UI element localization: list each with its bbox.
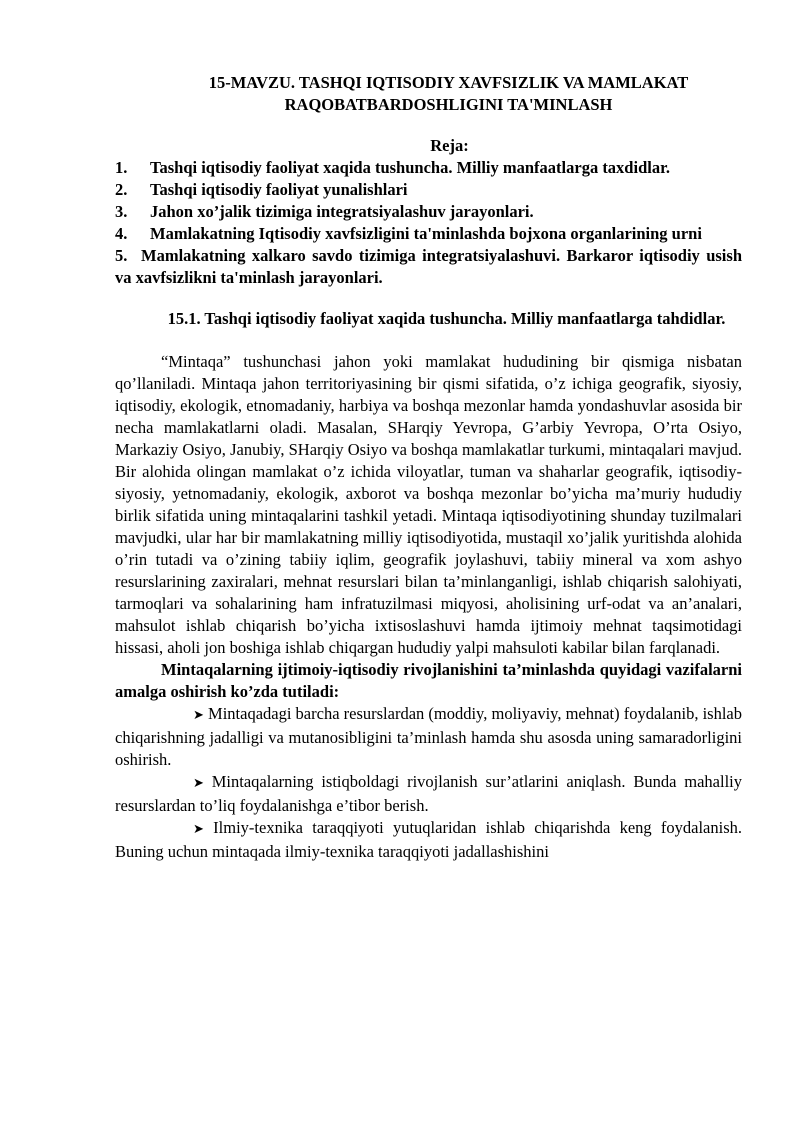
plan-heading: Reja:: [430, 136, 469, 155]
plan-item-text: Tashqi iqtisodiy faoliyat yunalishlari: [150, 180, 408, 199]
plan-list: [115, 157, 742, 289]
plan-item-number: 3.: [115, 202, 128, 221]
document-title: 15-MAVZU. TASHQI IQTISODIY XAVFSIZLIK VA MAMLAKAT RAQOBATBARDOSHLIGINI TA'MINLASH: [208, 73, 689, 114]
plan-item: [115, 223, 742, 245]
plan-item: [115, 179, 742, 201]
plan-item-number: 1.: [115, 158, 128, 177]
plan-item-number: 2.: [115, 180, 128, 199]
bullet-paragraph: [115, 817, 742, 863]
document-page: [115, 72, 742, 863]
plan-item: [115, 157, 742, 179]
bullet-text: Mintaqalarning istiqboldagi rivojlanish sur’atlarini aniqlash. Bunda mahalliy resurslardan to’liq foydalanishga e’tibor berish.: [115, 772, 743, 815]
plan-item-text: Mamlakatning Iqtisodiy xavfsizligini ta'minlashda bojxona organlarining urni: [150, 224, 702, 243]
bullet-text: Ilmiy-texnika taraqqiyoti yutuqlaridan ishlab chiqarishda keng foydalanish. Buning uchun mintaqada ilmiy-texnika taraqqiyoti jadallashishini: [115, 818, 743, 861]
plan-item-number: 5.: [115, 246, 128, 265]
bullet-text: Mintaqadagi barcha resurslardan (moddiy, moliyaviy, mehnat) foydalanib, ishlab chiqarishning jadalligi va mutanosibligini ta’minlash hamda shu asosda uning samaradorligini oshirish.: [115, 704, 742, 769]
arrow-bullet-icon: ➤: [193, 776, 204, 791]
arrow-bullet-icon: ➤: [193, 708, 204, 723]
plan-item-text: Tashqi iqtisodiy faoliyat xaqida tushuncha. Milliy manfaatlarga taxdidlar.: [150, 158, 671, 177]
plan-item-number: 4.: [115, 224, 128, 243]
bullet-paragraph: [115, 703, 742, 771]
plan-item-text: Jahon xo’jalik tizimiga integratsiyalashuv jarayonlari.: [150, 202, 534, 221]
body-paragraph: “Mintaqa” tushunchasi jahon yoki mamlakat hududining bir qismiga nisbatan qo’llaniladi. Mintaqa jahon territoriyasining bir qismi sifatida, o’z ichiga geografik, siyosiy, iqtisodiy, ekologik, etnomadaniy, harbiya va boshqa mezonlar hamda yondashuvlar asosida bir necha mamlakatlarni oladi. Masalan, SHarqiy Yevropa, G’arbiy Yevropa, O’rta Osiyo, Markaziy Osiyo, Janubiy, SHarqiy Osiyo va boshqa mamlakatlar turkumi, mintaqalari mavjud. Bir alohida olingan mamlakat o’z ichida viloyatlar, tuman va shaharlar geografik, iqtisodiy-siyosiy, yetnomadaniy, ekologik, axborot va boshqa mezonlar bo’yicha ma’muriy hududiy birlik sifatida uning mintaqalarini tashkil yetadi. Mintaqa iqtisodiyotining shunday tuzilmalari mavjudki, ular har bir mamlakatning milliy iqtisodiyotida, mustaqil xo’jalik yuritishda alohida o’rin tutadi va o’zining tabiiy iqlim, geografik joylashuvi, tabiiy mineral va xom ashyo resurslarining zaxiralari, mehnat resurslari bilan ta’minlanganligi, ishlab chiqarish salohiyati, tarmoqlari va sohalarining ham infratuzilmasi miqyosi, aholisining urf-odat va an’analari, mahsulot ishlab chiqarish bo’yicha ixtisoslashuvi hamda ijtimoiy mehnat taqsimotidagi hissasi, aholi jon boshiga ishlab chiqargan hududiy yalpi mahsuloti kabilar bilan farqlanadi.: [115, 352, 742, 657]
plan-item-text: Mamlakatning xalkaro savdo tizimiga integratsiyalashuvi. Barkaror iqtisodiy usish va xavfsizlikni ta'minlash jarayonlari.: [115, 246, 742, 287]
section-title: 15.1. Tashqi iqtisodiy faoliyat xaqida tushuncha. Milliy manfaatlarga tahdidlar.: [167, 309, 726, 328]
plan-item: [115, 245, 742, 289]
bold-paragraph: Mintaqalarning ijtimoiy-iqtisodiy rivojlanishini ta’minlashda quyidagi vazifalarni amalga oshirish ko’zda tutiladi:: [115, 660, 742, 701]
bullet-paragraph: [115, 771, 742, 817]
plan-item: [115, 201, 742, 223]
arrow-bullet-icon: ➤: [193, 822, 204, 837]
